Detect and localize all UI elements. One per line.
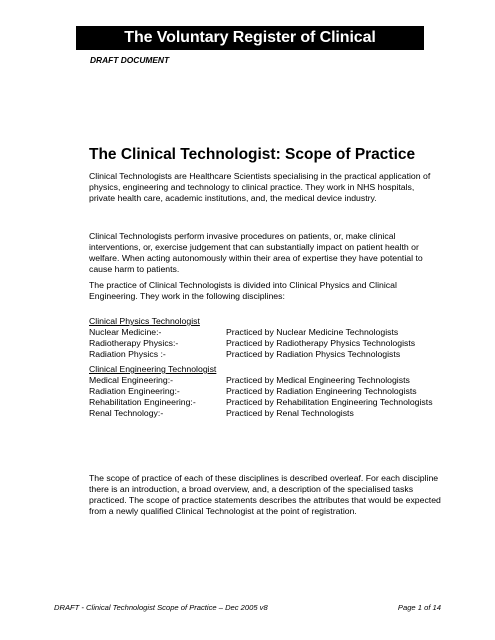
discipline-row	[89, 397, 495, 408]
intro-paragraph: Clinical Technologists are Healthcare Scientists specialising in the practical application of physics, engineering and technology to clinical practice. They work in NHS hospitals, private health care, academic institutions, and, the medical device industry.	[89, 171, 431, 203]
discipline-row	[89, 349, 495, 360]
discipline-practitioner: Practiced by Radiotherapy Physics Technologists	[226, 338, 416, 348]
discipline-row	[89, 327, 495, 338]
discipline-practitioner: Practiced by Radiation Physics Technologists	[226, 349, 401, 359]
footer-document-info: DRAFT - Clinical Technologist Scope of Practice – Dec 2005 v8	[54, 603, 268, 612]
page-title: The Clinical Technologist: Scope of Practice	[89, 146, 416, 163]
disciplines-paragraph: The practice of Clinical Technologists is divided into Clinical Physics and Clinical Engineering. They work in the following disciplines:	[89, 280, 397, 301]
engineering-discipline-group	[89, 364, 495, 419]
discipline-practitioner: Practiced by Renal Technologists	[226, 408, 354, 418]
discipline-row	[89, 338, 495, 349]
footer-page-number: Page 1 of 14	[397, 603, 441, 612]
discipline-row	[89, 375, 495, 386]
discipline-row	[89, 408, 495, 419]
overleaf-paragraph: The scope of practice of each of these disciplines is described overleaf. For each discipline there is an introduction, a broad overview, and, a description of the specialised tasks practiced. The scope of practice statements describes the attributes that would be expected from a newly qualified Clinical Technologist at the point of registration.	[89, 473, 441, 516]
discipline-name: Radiotherapy Physics:-	[89, 338, 179, 348]
register-banner: The Voluntary Register of Clinical Technologists	[76, 26, 424, 50]
discipline-name: Nuclear Medicine:-	[89, 327, 162, 337]
draft-label: DRAFT DOCUMENT	[90, 55, 170, 65]
discipline-name: Medical Engineering:-	[89, 375, 174, 385]
discipline-name: Renal Technology:-	[89, 408, 164, 418]
procedures-paragraph: Clinical Technologists perform invasive procedures on patients, or, make clinical interventions, or, exercise judgement that can substantially impact on patient health or welfare. When acting autonomously within their area of expertise they have potential to cause harm to patients.	[89, 231, 423, 274]
discipline-name: Radiation Engineering:-	[89, 386, 180, 396]
discipline-name: Rehabilitation Engineering:-	[89, 397, 196, 407]
discipline-practitioner: Practiced by Nuclear Medicine Technologists	[226, 327, 399, 337]
engineering-group-title: Clinical Engineering Technologist	[89, 364, 217, 374]
discipline-practitioner: Practiced by Medical Engineering Technologists	[226, 375, 410, 385]
discipline-row	[89, 386, 495, 397]
discipline-practitioner: Practiced by Radiation Engineering Technologists	[226, 386, 417, 396]
physics-discipline-group	[89, 316, 495, 360]
discipline-practitioner: Practiced by Rehabilitation Engineering Technologists	[226, 397, 433, 407]
discipline-name: Radiation Physics :-	[89, 349, 166, 359]
physics-group-title: Clinical Physics Technologist	[89, 316, 200, 326]
